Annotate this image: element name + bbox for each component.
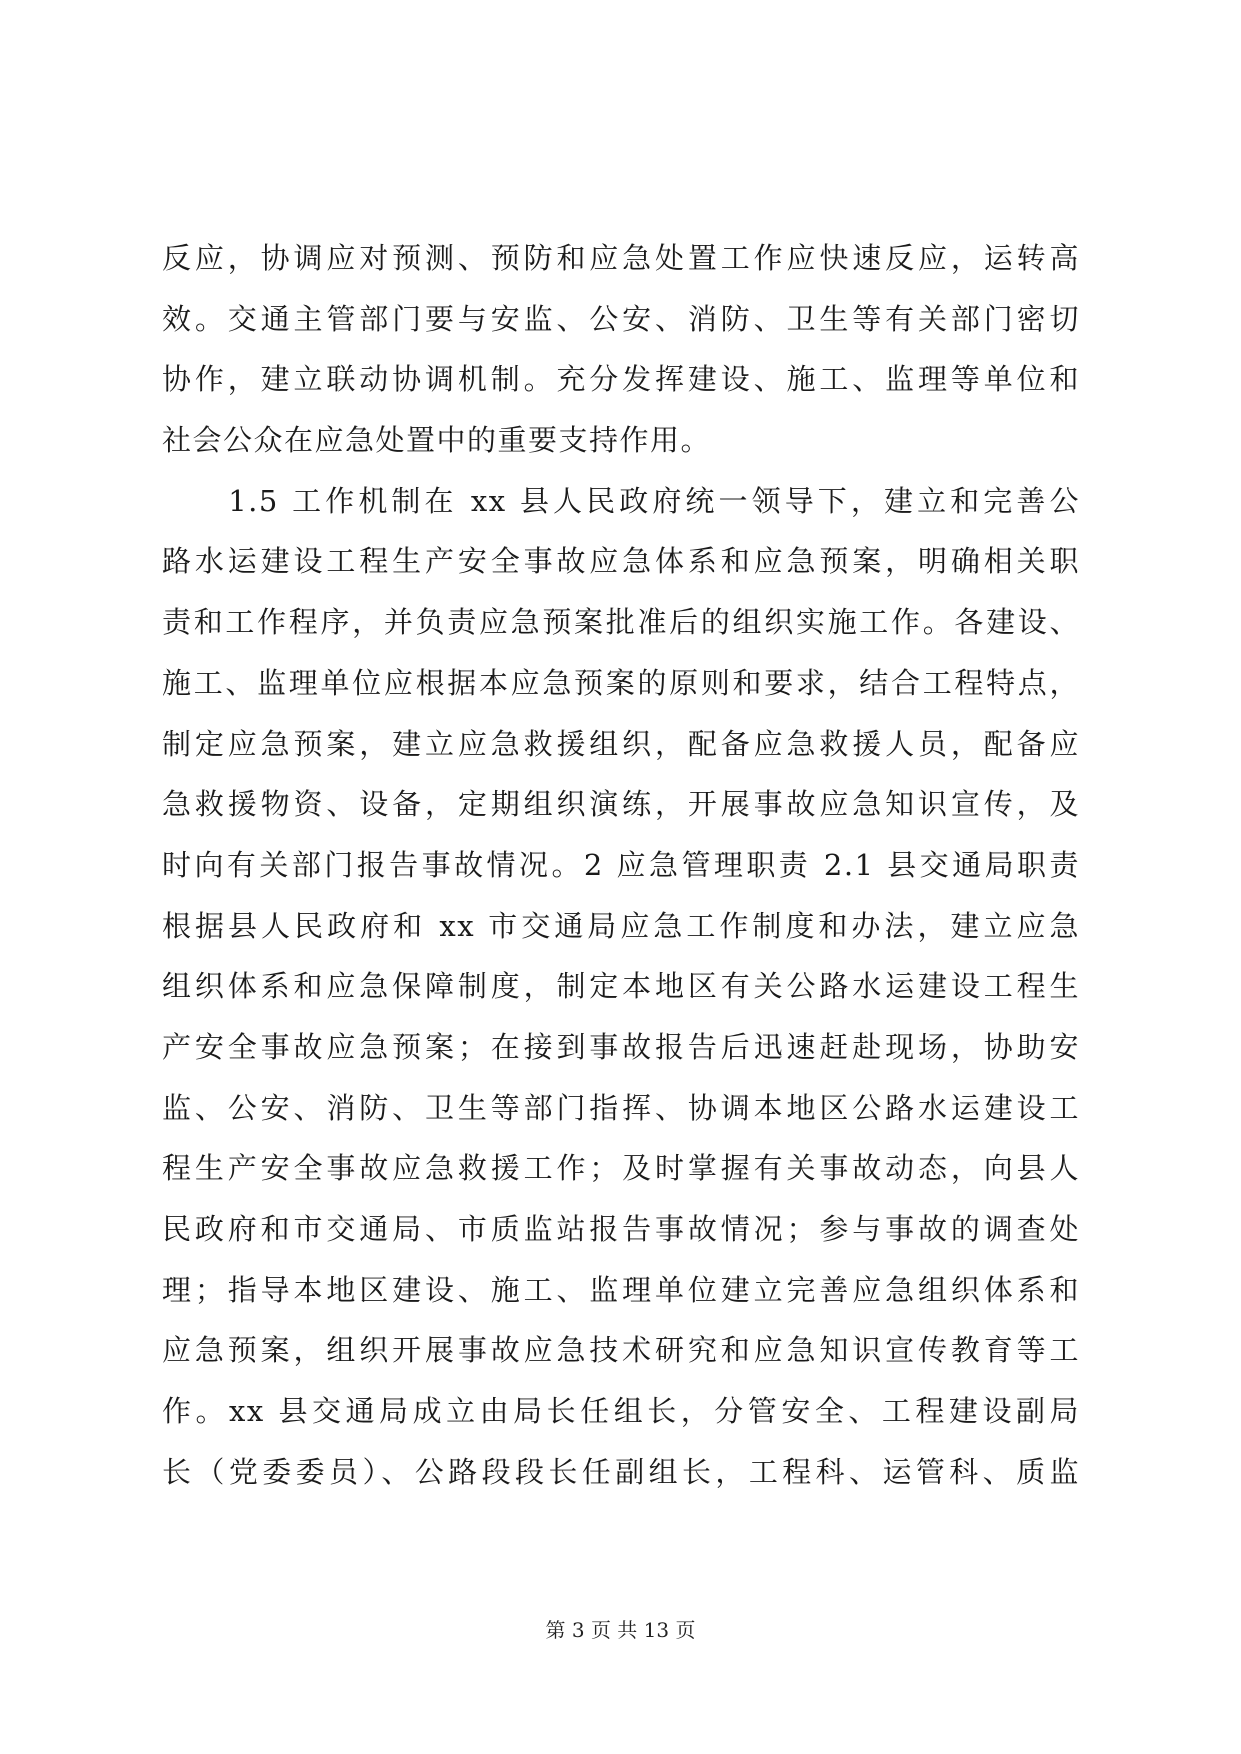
text-line: 产安全事故应急预案；在接到事故报告后迅速赶赴现场，协助安 bbox=[162, 1029, 1080, 1064]
text-line: 应急预案，组织开展事故应急技术研究和应急知识宣传教育等工 bbox=[162, 1333, 1080, 1368]
text-line: 急救援物资、设备，定期组织演练，开展事故应急知识宣传，及 bbox=[162, 787, 1080, 822]
text-line: 社会公众在应急处置中的重要支持作用。 bbox=[162, 423, 712, 458]
text-line: 路水运建设工程生产安全事故应急体系和应急预案，明确相关职 bbox=[162, 544, 1080, 579]
text-line: 责和工作程序，并负责应急预案批准后的组织实施工作。各建设、 bbox=[162, 605, 1080, 640]
text-line: 作。xx 县交通局成立由局长任组长，分管安全、工程建设副局 bbox=[162, 1394, 1080, 1429]
text-line: 长（党委委员）、公路段段长任副组长，工程科、运管科、质监 bbox=[162, 1454, 1080, 1489]
text-line: 施工、监理单位应根据本应急预案的原则和要求，结合工程特点， bbox=[162, 665, 1080, 700]
text-line: 程生产安全事故应急救援工作；及时掌握有关事故动态，向县人 bbox=[162, 1151, 1080, 1186]
text-line: 民政府和市交通局、市质监站报告事故情况；参与事故的调查处 bbox=[162, 1212, 1080, 1246]
text-line: 协作，建立联动协调机制。充分发挥建设、施工、监理等单位和 bbox=[162, 362, 1080, 397]
text-line: 组织体系和应急保障制度，制定本地区有关公路水运建设工程生 bbox=[162, 969, 1080, 1004]
text-line: 效。交通主管部门要与安监、公安、消防、卫生等有关部门密切 bbox=[162, 301, 1080, 336]
document-body bbox=[162, 228, 1080, 1502]
text-line: 理；指导本地区建设、施工、监理单位建立完善应急组织体系和 bbox=[162, 1272, 1080, 1307]
text-line: 监、公安、消防、卫生等部门指挥、协调本地区公路水运建设工 bbox=[162, 1090, 1080, 1125]
text-line: 制定应急预案，建立应急救援组织，配备应急救援人员，配备应 bbox=[162, 726, 1080, 761]
text-line: 根据县人民政府和 xx 市交通局应急工作制度和办法，建立应急 bbox=[162, 908, 1080, 943]
text-line: 反应，协调应对预测、预防和应急处置工作应快速反应，运转高 bbox=[162, 241, 1080, 275]
page-number: 第 3 页 共 13 页 bbox=[545, 1618, 696, 1642]
text-line: 1.5 工作机制在 xx 县人民政府统一领导下，建立和完善公 bbox=[162, 483, 1080, 518]
text-line: 时向有关部门报告事故情况。2 应急管理职责 2.1 县交通局职责 bbox=[162, 847, 1080, 882]
